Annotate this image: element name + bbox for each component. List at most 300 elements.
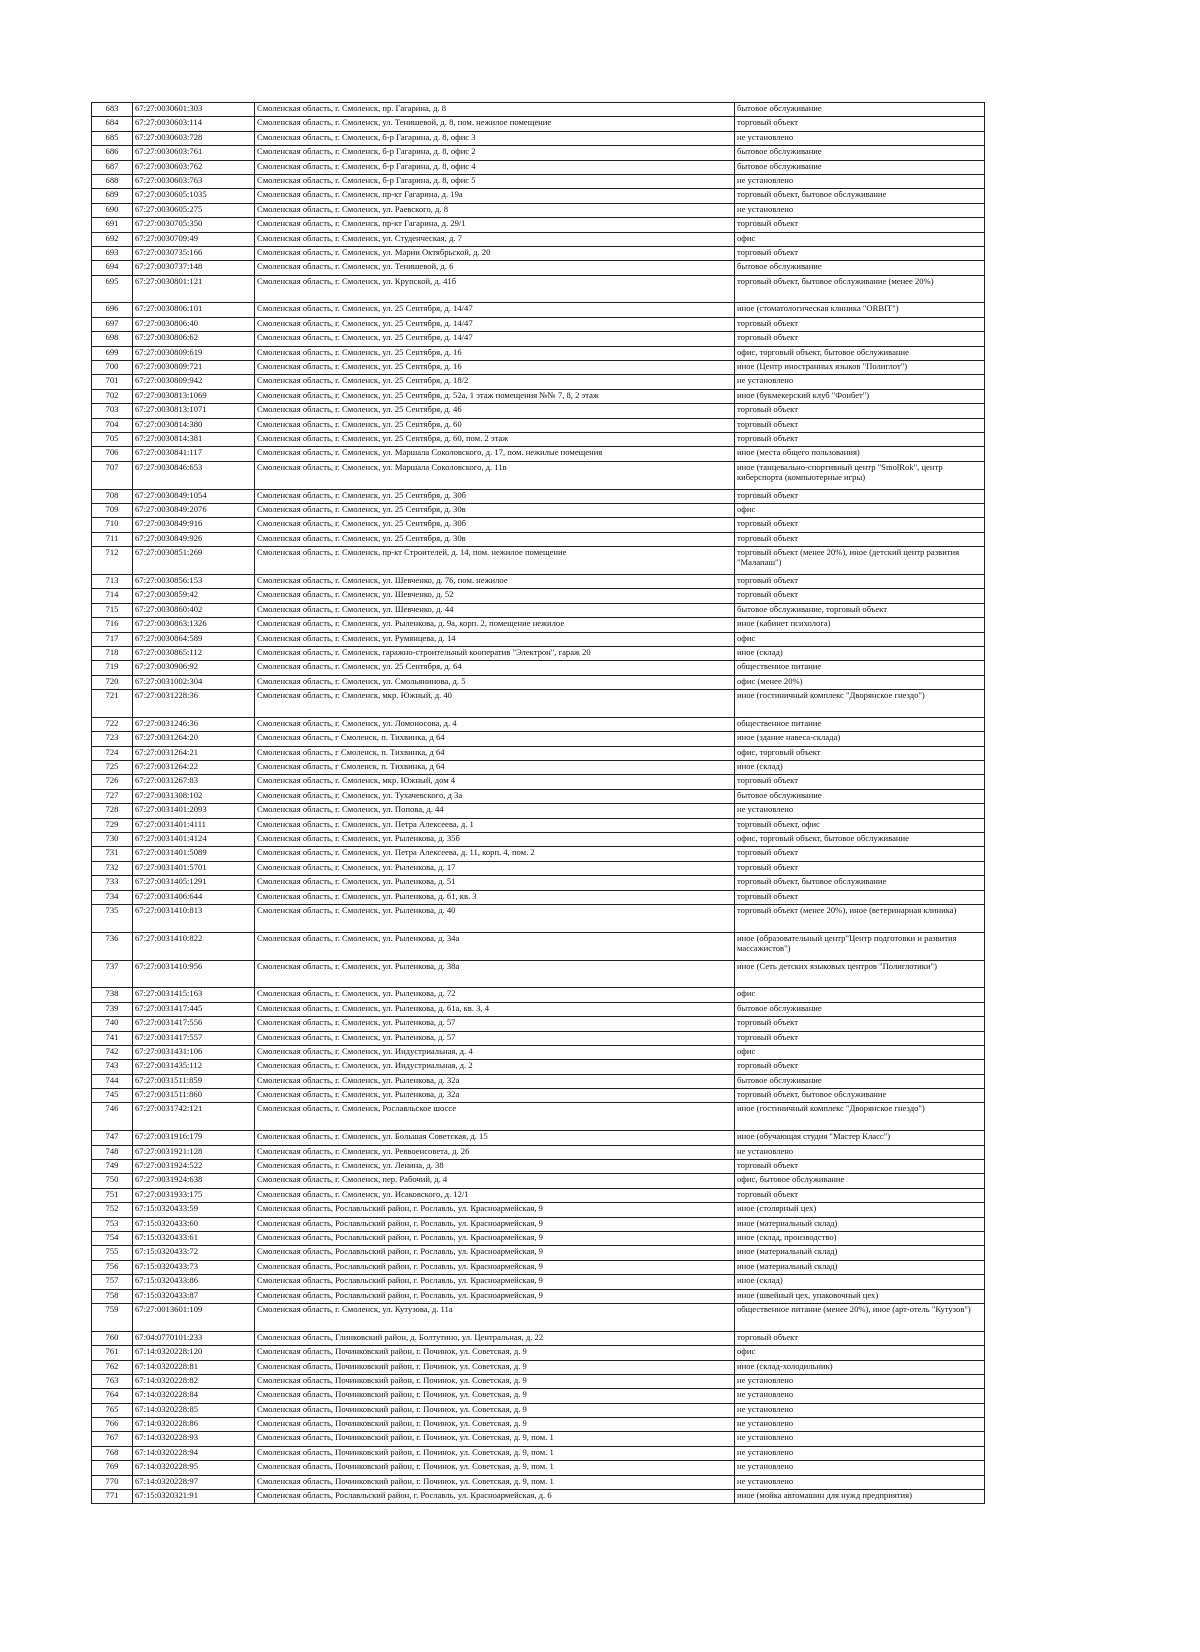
cadastral-number-cell: 67:27:0031410:813 (133, 904, 255, 932)
usage-type-cell: иное (гостиничный комплекс "Дворянское гнездо") (735, 1103, 985, 1131)
row-number-cell: 765 (92, 1403, 133, 1417)
table-row (92, 890, 985, 904)
row-number-cell: 736 (92, 932, 133, 960)
table-row (92, 447, 985, 461)
row-number-cell: 712 (92, 547, 133, 575)
table-row (92, 589, 985, 603)
row-number-cell: 697 (92, 317, 133, 331)
row-number-cell: 733 (92, 876, 133, 890)
row-number-cell: 730 (92, 832, 133, 846)
usage-type-cell: торговый объект (735, 317, 985, 331)
address-cell: Смоленская область, г. Смоленск, ул. 25 Сентября, д. 18/2 (255, 375, 735, 389)
table-row (92, 876, 985, 890)
cadastral-number-cell: 67:27:0030603:763 (133, 174, 255, 188)
address-cell: Смоленская область, Рославльский район, г. Рославль, ул. Красноармейская, 9 (255, 1246, 735, 1260)
address-cell: Смоленская область, г Смоленск, п. Тихвинка, д 64 (255, 761, 735, 775)
usage-type-cell: иное (мойка автомашин для нужд предприятия) (735, 1490, 985, 1504)
row-number-cell: 714 (92, 589, 133, 603)
row-number-cell: 722 (92, 717, 133, 731)
table-row (92, 861, 985, 875)
table-row (92, 303, 985, 317)
row-number-cell: 719 (92, 661, 133, 675)
cadastral-number-cell: 67:14:0320228:93 (133, 1432, 255, 1446)
address-cell: Смоленская область, г. Смоленск, ул. 25 Сентября, д. 52а, 1 этаж помещения №№ 7, 8, 2 этаж (255, 389, 735, 403)
table-row (92, 246, 985, 260)
table-row (92, 717, 985, 731)
usage-type-cell: иное (обучающая студия "Мастер Класс") (735, 1131, 985, 1145)
table-row (92, 489, 985, 503)
usage-type-cell: не установлено (735, 174, 985, 188)
cadastral-number-cell: 67:15:0320433:72 (133, 1246, 255, 1260)
usage-type-cell: не установлено (735, 1145, 985, 1159)
usage-type-cell: торговый объект (735, 332, 985, 346)
usage-type-cell: офис (менее 20%) (735, 675, 985, 689)
table-row (92, 1089, 985, 1103)
row-number-cell: 704 (92, 418, 133, 432)
table-row (92, 761, 985, 775)
table-row (92, 1002, 985, 1016)
row-number-cell: 706 (92, 447, 133, 461)
usage-type-cell: иное (Центр иностранных языков "Полиглот") (735, 361, 985, 375)
row-number-cell: 698 (92, 332, 133, 346)
address-cell: Смоленская область, г. Смоленск, ул. Раевского, д. 8 (255, 203, 735, 217)
address-cell: Смоленская область, г. Смоленск, ул. 25 Сентября, д. 14/47 (255, 317, 735, 331)
usage-type-cell: иное (столярный цех) (735, 1203, 985, 1217)
table-row (92, 1060, 985, 1074)
usage-type-cell: не установлено (735, 1418, 985, 1432)
cadastral-number-cell: 67:27:0031401:2093 (133, 804, 255, 818)
row-number-cell: 760 (92, 1331, 133, 1345)
table-row (92, 1074, 985, 1088)
usage-type-cell: не установлено (735, 1461, 985, 1475)
address-cell: Смоленская область, г. Смоленск, ул. Исаковского, д. 12/1 (255, 1188, 735, 1202)
cadastral-number-cell: 67:14:0320228:86 (133, 1418, 255, 1432)
usage-type-cell: офис (735, 632, 985, 646)
table-row (92, 988, 985, 1002)
address-cell: Смоленская область, г. Смоленск, ул. 25 Сентября, д. 16 (255, 361, 735, 375)
address-cell: Смоленская область, г. Смоленск, б-р Гагарина, д. 8, офис 4 (255, 160, 735, 174)
cadastral-number-cell: 67:27:0030860:402 (133, 603, 255, 617)
table-row (92, 1303, 985, 1331)
usage-type-cell: иное (места общего пользования) (735, 447, 985, 461)
cadastral-number-cell: 67:15:0320321:91 (133, 1490, 255, 1504)
usage-type-cell: торговый объект, бытовое обслуживание (735, 189, 985, 203)
row-number-cell: 686 (92, 146, 133, 160)
usage-type-cell: офис (735, 232, 985, 246)
table-row (92, 503, 985, 517)
row-number-cell: 694 (92, 261, 133, 275)
usage-type-cell: офис, торговый объект, бытовое обслуживание (735, 346, 985, 360)
cadastral-number-cell: 67:15:0320433:86 (133, 1275, 255, 1289)
row-number-cell: 692 (92, 232, 133, 246)
table-row (92, 1461, 985, 1475)
cadastral-number-cell: 67:27:0030603:762 (133, 160, 255, 174)
address-cell: Смоленская область, г. Смоленск, ул. 25 Сентября, д. 30б (255, 489, 735, 503)
cadastral-number-cell: 67:27:0030859:42 (133, 589, 255, 603)
table-row (92, 1432, 985, 1446)
table-row (92, 1374, 985, 1388)
row-number-cell: 711 (92, 532, 133, 546)
address-cell: Смоленская область, г. Смоленск, ул. Индустриальная, д. 2 (255, 1060, 735, 1074)
table-row (92, 1246, 985, 1260)
usage-type-cell: торговый объект (735, 890, 985, 904)
address-cell: Смоленская область, г. Смоленск, ул. Тенишевой, д. 8, пом. нежилое помещение (255, 117, 735, 131)
table-row (92, 1446, 985, 1460)
usage-type-cell: не установлено (735, 375, 985, 389)
address-cell: Смоленская область, г. Смоленск, ул. Петра Алексеева, д. 11, корп. 4, пом. 2 (255, 847, 735, 861)
table-row (92, 461, 985, 489)
cadastral-number-cell: 67:27:0030605:1035 (133, 189, 255, 203)
address-cell: Смоленская область, г. Смоленск, ул. Рыленкова, д. 57 (255, 1031, 735, 1045)
usage-type-cell: торговый объект (735, 1060, 985, 1074)
row-number-cell: 703 (92, 404, 133, 418)
address-cell: Смоленская область, Рославльский район, г. Рославль, ул. Красноармейская, 9 (255, 1289, 735, 1303)
cadastral-number-cell: 67:27:0030603:728 (133, 131, 255, 145)
address-cell: Смоленская область, Починковский район, г. Починок, ул. Советская, д. 9, пом. 1 (255, 1432, 735, 1446)
usage-type-cell: торговый объект (735, 589, 985, 603)
address-cell: Смоленская область, г. Смоленск, пер. Рабочий, д. 4 (255, 1174, 735, 1188)
row-number-cell: 729 (92, 818, 133, 832)
cadastral-number-cell: 67:27:0031405:1291 (133, 876, 255, 890)
cadastral-number-cell: 67:27:0030809:942 (133, 375, 255, 389)
address-cell: Смоленская область, г. Смоленск, ул. Рыленкова, д. 38а (255, 960, 735, 988)
address-cell: Смоленская область, г. Смоленск, ул. 25 Сентября, д. 30в (255, 532, 735, 546)
row-number-cell: 684 (92, 117, 133, 131)
cadastral-number-cell: 67:27:0031417:557 (133, 1031, 255, 1045)
row-number-cell: 735 (92, 904, 133, 932)
usage-type-cell: не установлено (735, 1446, 985, 1460)
usage-type-cell: не установлено (735, 804, 985, 818)
cadastral-number-cell: 67:27:0031933:175 (133, 1188, 255, 1202)
cadastral-number-cell: 67:27:0030846:653 (133, 461, 255, 489)
cadastral-number-cell: 67:14:0320228:94 (133, 1446, 255, 1460)
address-cell: Смоленская область, г. Смоленск, ул. Румянцева, д. 14 (255, 632, 735, 646)
table-row (92, 103, 985, 117)
table-row (92, 789, 985, 803)
cadastral-number-cell: 67:27:0030814:381 (133, 433, 255, 447)
table-row (92, 675, 985, 689)
usage-type-cell: не установлено (735, 203, 985, 217)
cadastral-number-cell: 67:27:0030856:153 (133, 574, 255, 588)
cadastral-number-cell: 67:27:0030709:49 (133, 232, 255, 246)
table-row (92, 174, 985, 188)
row-number-cell: 710 (92, 518, 133, 532)
address-cell: Смоленская область, г. Смоленск, ул. 25 Сентября, д. 30б (255, 518, 735, 532)
address-cell: Смоленская область, г. Смоленск, ул. Рыленкова, д. 32а (255, 1089, 735, 1103)
row-number-cell: 720 (92, 675, 133, 689)
row-number-cell: 740 (92, 1017, 133, 1031)
address-cell: Смоленская область, г. Смоленск, ул. 25 Сентября, д. 60 (255, 418, 735, 432)
address-cell: Смоленская область, г. Смоленск, ул. Рыленкова, д. 32а (255, 1074, 735, 1088)
cadastral-number-cell: 67:27:0031921:128 (133, 1145, 255, 1159)
address-cell: Смоленская область, Рославльский район, г. Рославль, ул. Красноармейская, д. 6 (255, 1490, 735, 1504)
usage-type-cell: бытовое обслуживание (735, 1002, 985, 1016)
usage-type-cell: офис (735, 503, 985, 517)
row-number-cell: 695 (92, 275, 133, 303)
address-cell: Смоленская область, г. Смоленск, гаражно-строительный кооператив "Электрон", гараж 20 (255, 646, 735, 660)
address-cell: Смоленская область, г. Смоленск, ул. Рыленкова, д. 61, кв. 3 (255, 890, 735, 904)
row-number-cell: 700 (92, 361, 133, 375)
usage-type-cell: торговый объект (менее 20%), иное (детский центр развития "Малапаш") (735, 547, 985, 575)
cadastral-number-cell: 67:27:0030849:1054 (133, 489, 255, 503)
cadastral-number-cell: 67:27:0031246:36 (133, 717, 255, 731)
address-cell: Смоленская область, г. Смоленск, ул. Маршала Соколовского, д. 17, пом. нежилые помещения (255, 447, 735, 461)
table-row (92, 1490, 985, 1504)
row-number-cell: 708 (92, 489, 133, 503)
row-number-cell: 687 (92, 160, 133, 174)
address-cell: Смоленская область, г. Смоленск, ул. Рыленкова, д. 51 (255, 876, 735, 890)
cadastral-number-cell: 67:27:0030906:92 (133, 661, 255, 675)
row-number-cell: 759 (92, 1303, 133, 1331)
usage-type-cell: не установлено (735, 131, 985, 145)
row-number-cell: 683 (92, 103, 133, 117)
property-list-table (91, 102, 985, 1504)
row-number-cell: 689 (92, 189, 133, 203)
row-number-cell: 763 (92, 1374, 133, 1388)
address-cell: Смоленская область, Рославльский район, г. Рославль, ул. Красноармейская, 9 (255, 1217, 735, 1231)
address-cell: Смоленская область, г. Смоленск, ул. Тенишевой, д. 6 (255, 261, 735, 275)
table-row (92, 261, 985, 275)
usage-type-cell: иное (материальный склад) (735, 1217, 985, 1231)
address-cell: Смоленская область, г. Смоленск, ул. 25 Сентября, д. 14/47 (255, 332, 735, 346)
cadastral-number-cell: 67:27:0030851:269 (133, 547, 255, 575)
table-row (92, 532, 985, 546)
address-cell: Смоленская область, Починковский район, г. Починок, ул. Советская, д. 9, пом. 1 (255, 1446, 735, 1460)
usage-type-cell: иное (материальный склад) (735, 1260, 985, 1274)
cadastral-number-cell: 67:27:0030603:761 (133, 146, 255, 160)
cadastral-number-cell: 67:27:0030813:1069 (133, 389, 255, 403)
row-number-cell: 724 (92, 746, 133, 760)
table-row (92, 547, 985, 575)
row-number-cell: 767 (92, 1432, 133, 1446)
row-number-cell: 748 (92, 1145, 133, 1159)
usage-type-cell: офис (735, 1346, 985, 1360)
address-cell: Смоленская область, г. Смоленск, ул. 25 Сентября, д. 16 (255, 346, 735, 360)
table-row (92, 361, 985, 375)
table-row (92, 203, 985, 217)
usage-type-cell: бытовое обслуживание (735, 160, 985, 174)
usage-type-cell: торговый объект, бытовое обслуживание (менее 20%) (735, 275, 985, 303)
usage-type-cell: иное (склад, производство) (735, 1231, 985, 1245)
table-row (92, 189, 985, 203)
table-row (92, 404, 985, 418)
address-cell: Смоленская область, г. Смоленск, ул. Ломоносова, д. 4 (255, 717, 735, 731)
row-number-cell: 755 (92, 1246, 133, 1260)
row-number-cell: 702 (92, 389, 133, 403)
cadastral-number-cell: 67:27:0031264:20 (133, 732, 255, 746)
table-row (92, 433, 985, 447)
address-cell: Смоленская область, г. Смоленск, б-р Гагарина, д. 8, офис 5 (255, 174, 735, 188)
row-number-cell: 709 (92, 503, 133, 517)
cadastral-number-cell: 67:27:0030841:117 (133, 447, 255, 461)
cadastral-number-cell: 67:27:0031924:522 (133, 1160, 255, 1174)
usage-type-cell: торговый объект (735, 532, 985, 546)
usage-type-cell: иное (склад-холодильник) (735, 1360, 985, 1374)
address-cell: Смоленская область, г. Смоленск, ул. Шевченко, д. 76, пом. нежилое (255, 574, 735, 588)
address-cell: Смоленская область, г. Смоленск, Рославльское шоссе (255, 1103, 735, 1131)
row-number-cell: 754 (92, 1231, 133, 1245)
address-cell: Смоленская область, г. Смоленск, ул. Тухачевского, д 3а (255, 789, 735, 803)
cadastral-number-cell: 67:27:0031406:644 (133, 890, 255, 904)
row-number-cell: 768 (92, 1446, 133, 1460)
table-row (92, 146, 985, 160)
table-row (92, 932, 985, 960)
table-row (92, 389, 985, 403)
table-row (92, 1174, 985, 1188)
table-row (92, 1275, 985, 1289)
row-number-cell: 761 (92, 1346, 133, 1360)
cadastral-number-cell: 67:27:0031417:445 (133, 1002, 255, 1016)
table-row (92, 1031, 985, 1045)
usage-type-cell: общественное питание (735, 661, 985, 675)
row-number-cell: 734 (92, 890, 133, 904)
cadastral-number-cell: 67:27:0030806:62 (133, 332, 255, 346)
cadastral-number-cell: 67:14:0320228:120 (133, 1346, 255, 1360)
cadastral-number-cell: 67:27:0031511:859 (133, 1074, 255, 1088)
table-row (92, 818, 985, 832)
table-row (92, 574, 985, 588)
table-row (92, 1045, 985, 1059)
cadastral-number-cell: 67:27:0031228:36 (133, 690, 255, 718)
cadastral-number-cell: 67:14:0320228:84 (133, 1389, 255, 1403)
address-cell: Смоленская область, Починковский район, г. Починок, ул. Советская, д. 9, пом. 1 (255, 1475, 735, 1489)
cadastral-number-cell: 67:27:0030705:350 (133, 218, 255, 232)
cadastral-number-cell: 67:27:0030605:275 (133, 203, 255, 217)
table-row (92, 1231, 985, 1245)
address-cell: Смоленская область, г. Смоленск, ул. Рыленкова, д. 34а (255, 932, 735, 960)
usage-type-cell: торговый объект (менее 20%), иное (ветеринарная клиника) (735, 904, 985, 932)
table-row (92, 904, 985, 932)
address-cell: Смоленская область, г. Смоленск, ул. Рыленкова, д. 35б (255, 832, 735, 846)
cadastral-number-cell: 67:27:0031415:163 (133, 988, 255, 1002)
table-row (92, 1475, 985, 1489)
table-row (92, 117, 985, 131)
row-number-cell: 707 (92, 461, 133, 489)
row-number-cell: 771 (92, 1490, 133, 1504)
usage-type-cell: торговый объект (735, 246, 985, 260)
address-cell: Смоленская область, г. Смоленск, ул. Попова, д. 44 (255, 804, 735, 818)
cadastral-number-cell: 67:14:0320228:81 (133, 1360, 255, 1374)
address-cell: Смоленская область, Починковский район, г. Починок, ул. Советская, д. 9 (255, 1374, 735, 1388)
usage-type-cell: торговый объект (735, 404, 985, 418)
address-cell: Смоленская область, г. Смоленск, ул. 25 Сентября, д. 14/47 (255, 303, 735, 317)
address-cell: Смоленская область, Починковский район, г. Починок, ул. Советская, д. 9 (255, 1360, 735, 1374)
row-number-cell: 756 (92, 1260, 133, 1274)
usage-type-cell: бытовое обслуживание, торговый объект (735, 603, 985, 617)
address-cell: Смоленская область, Починковский район, г. Починок, ул. Советская, д. 9, пом. 1 (255, 1461, 735, 1475)
cadastral-number-cell: 67:27:0030809:619 (133, 346, 255, 360)
address-cell: Смоленская область, г Смоленск, п. Тихвинка, д 64 (255, 746, 735, 760)
table-row (92, 1017, 985, 1031)
cadastral-number-cell: 67:27:0031431:106 (133, 1045, 255, 1059)
address-cell: Смоленская область, Починковский район, г. Починок, ул. Советская, д. 9 (255, 1346, 735, 1360)
table-row (92, 1260, 985, 1274)
table-row (92, 832, 985, 846)
row-number-cell: 741 (92, 1031, 133, 1045)
table-row (92, 847, 985, 861)
address-cell: Смоленская область, г. Смоленск, пр-кт Гагарина, д. 19а (255, 189, 735, 203)
usage-type-cell: не установлено (735, 1403, 985, 1417)
table-row (92, 1188, 985, 1202)
cadastral-number-cell: 67:27:0031924:638 (133, 1174, 255, 1188)
usage-type-cell: бытовое обслуживание (735, 789, 985, 803)
row-number-cell: 685 (92, 131, 133, 145)
row-number-cell: 737 (92, 960, 133, 988)
usage-type-cell: торговый объект (735, 1017, 985, 1031)
address-cell: Смоленская область, г. Смоленск, ул. 25 Сентября, д. 64 (255, 661, 735, 675)
table-row (92, 375, 985, 389)
table-row (92, 690, 985, 718)
usage-type-cell: иное (кабинет психолога) (735, 618, 985, 632)
table-row (92, 1203, 985, 1217)
row-number-cell: 757 (92, 1275, 133, 1289)
cadastral-number-cell: 67:27:0030806:40 (133, 317, 255, 331)
row-number-cell: 769 (92, 1461, 133, 1475)
cadastral-number-cell: 67:27:0031308:102 (133, 789, 255, 803)
cadastral-number-cell: 67:27:0031410:956 (133, 960, 255, 988)
usage-type-cell: бытовое обслуживание (735, 261, 985, 275)
cadastral-number-cell: 67:27:0030864:589 (133, 632, 255, 646)
table-row (92, 1389, 985, 1403)
address-cell: Смоленская область, Починковский район, г. Починок, ул. Советская, д. 9 (255, 1418, 735, 1432)
usage-type-cell: торговый объект (735, 1331, 985, 1345)
table-row (92, 1160, 985, 1174)
cadastral-number-cell: 67:14:0320228:97 (133, 1475, 255, 1489)
cadastral-number-cell: 67:27:0030814:380 (133, 418, 255, 432)
usage-type-cell: торговый объект (735, 418, 985, 432)
cadastral-number-cell: 67:27:0031742:121 (133, 1103, 255, 1131)
address-cell: Смоленская область, г. Смоленск, ул. Рыленкова, д. 61а, кв. 3, 4 (255, 1002, 735, 1016)
cadastral-number-cell: 67:27:0031410:822 (133, 932, 255, 960)
usage-type-cell: торговый объект (735, 1031, 985, 1045)
address-cell: Смоленская область, г. Смоленск, мкр. Южный, д. 40 (255, 690, 735, 718)
table-row (92, 1403, 985, 1417)
cadastral-number-cell: 67:15:0320433:73 (133, 1260, 255, 1274)
usage-type-cell: общественное питание (735, 717, 985, 731)
usage-type-cell: бытовое обслуживание (735, 103, 985, 117)
cadastral-number-cell: 67:27:0031264:21 (133, 746, 255, 760)
table-row (92, 603, 985, 617)
usage-type-cell: торговый объект (735, 218, 985, 232)
row-number-cell: 752 (92, 1203, 133, 1217)
row-number-cell: 699 (92, 346, 133, 360)
row-number-cell: 762 (92, 1360, 133, 1374)
table-row (92, 804, 985, 818)
cadastral-number-cell: 67:15:0320433:87 (133, 1289, 255, 1303)
table-row (92, 632, 985, 646)
usage-type-cell: офис, бытовое обслуживание (735, 1174, 985, 1188)
row-number-cell: 725 (92, 761, 133, 775)
cadastral-number-cell: 67:27:0030813:1071 (133, 404, 255, 418)
usage-type-cell: иное (склад) (735, 761, 985, 775)
address-cell: Смоленская область, г. Смоленск, ул. Рыленкова, д. 9а, корп. 2, помещение нежилое (255, 618, 735, 632)
usage-type-cell: торговый объект, бытовое обслуживание (735, 1089, 985, 1103)
row-number-cell: 746 (92, 1103, 133, 1131)
cadastral-number-cell: 67:27:0030603:114 (133, 117, 255, 131)
table-body (92, 103, 985, 1504)
usage-type-cell: офис, торговый объект, бытовое обслуживание (735, 832, 985, 846)
address-cell: Смоленская область, Рославльский район, г. Рославль, ул. Красноармейская, 9 (255, 1275, 735, 1289)
address-cell: Смоленская область, г. Смоленск, б-р Гагарина, д. 8, офис 2 (255, 146, 735, 160)
address-cell: Смоленская область, Рославльский район, г. Рославль, ул. Красноармейская, 9 (255, 1231, 735, 1245)
row-number-cell: 758 (92, 1289, 133, 1303)
row-number-cell: 743 (92, 1060, 133, 1074)
table-row (92, 1145, 985, 1159)
address-cell: Смоленская область, г. Смоленск, ул. Шевченко, д. 52 (255, 589, 735, 603)
table-row (92, 618, 985, 632)
address-cell: Смоленская область, Починковский район, г. Починок, ул. Советская, д. 9 (255, 1403, 735, 1417)
row-number-cell: 717 (92, 632, 133, 646)
